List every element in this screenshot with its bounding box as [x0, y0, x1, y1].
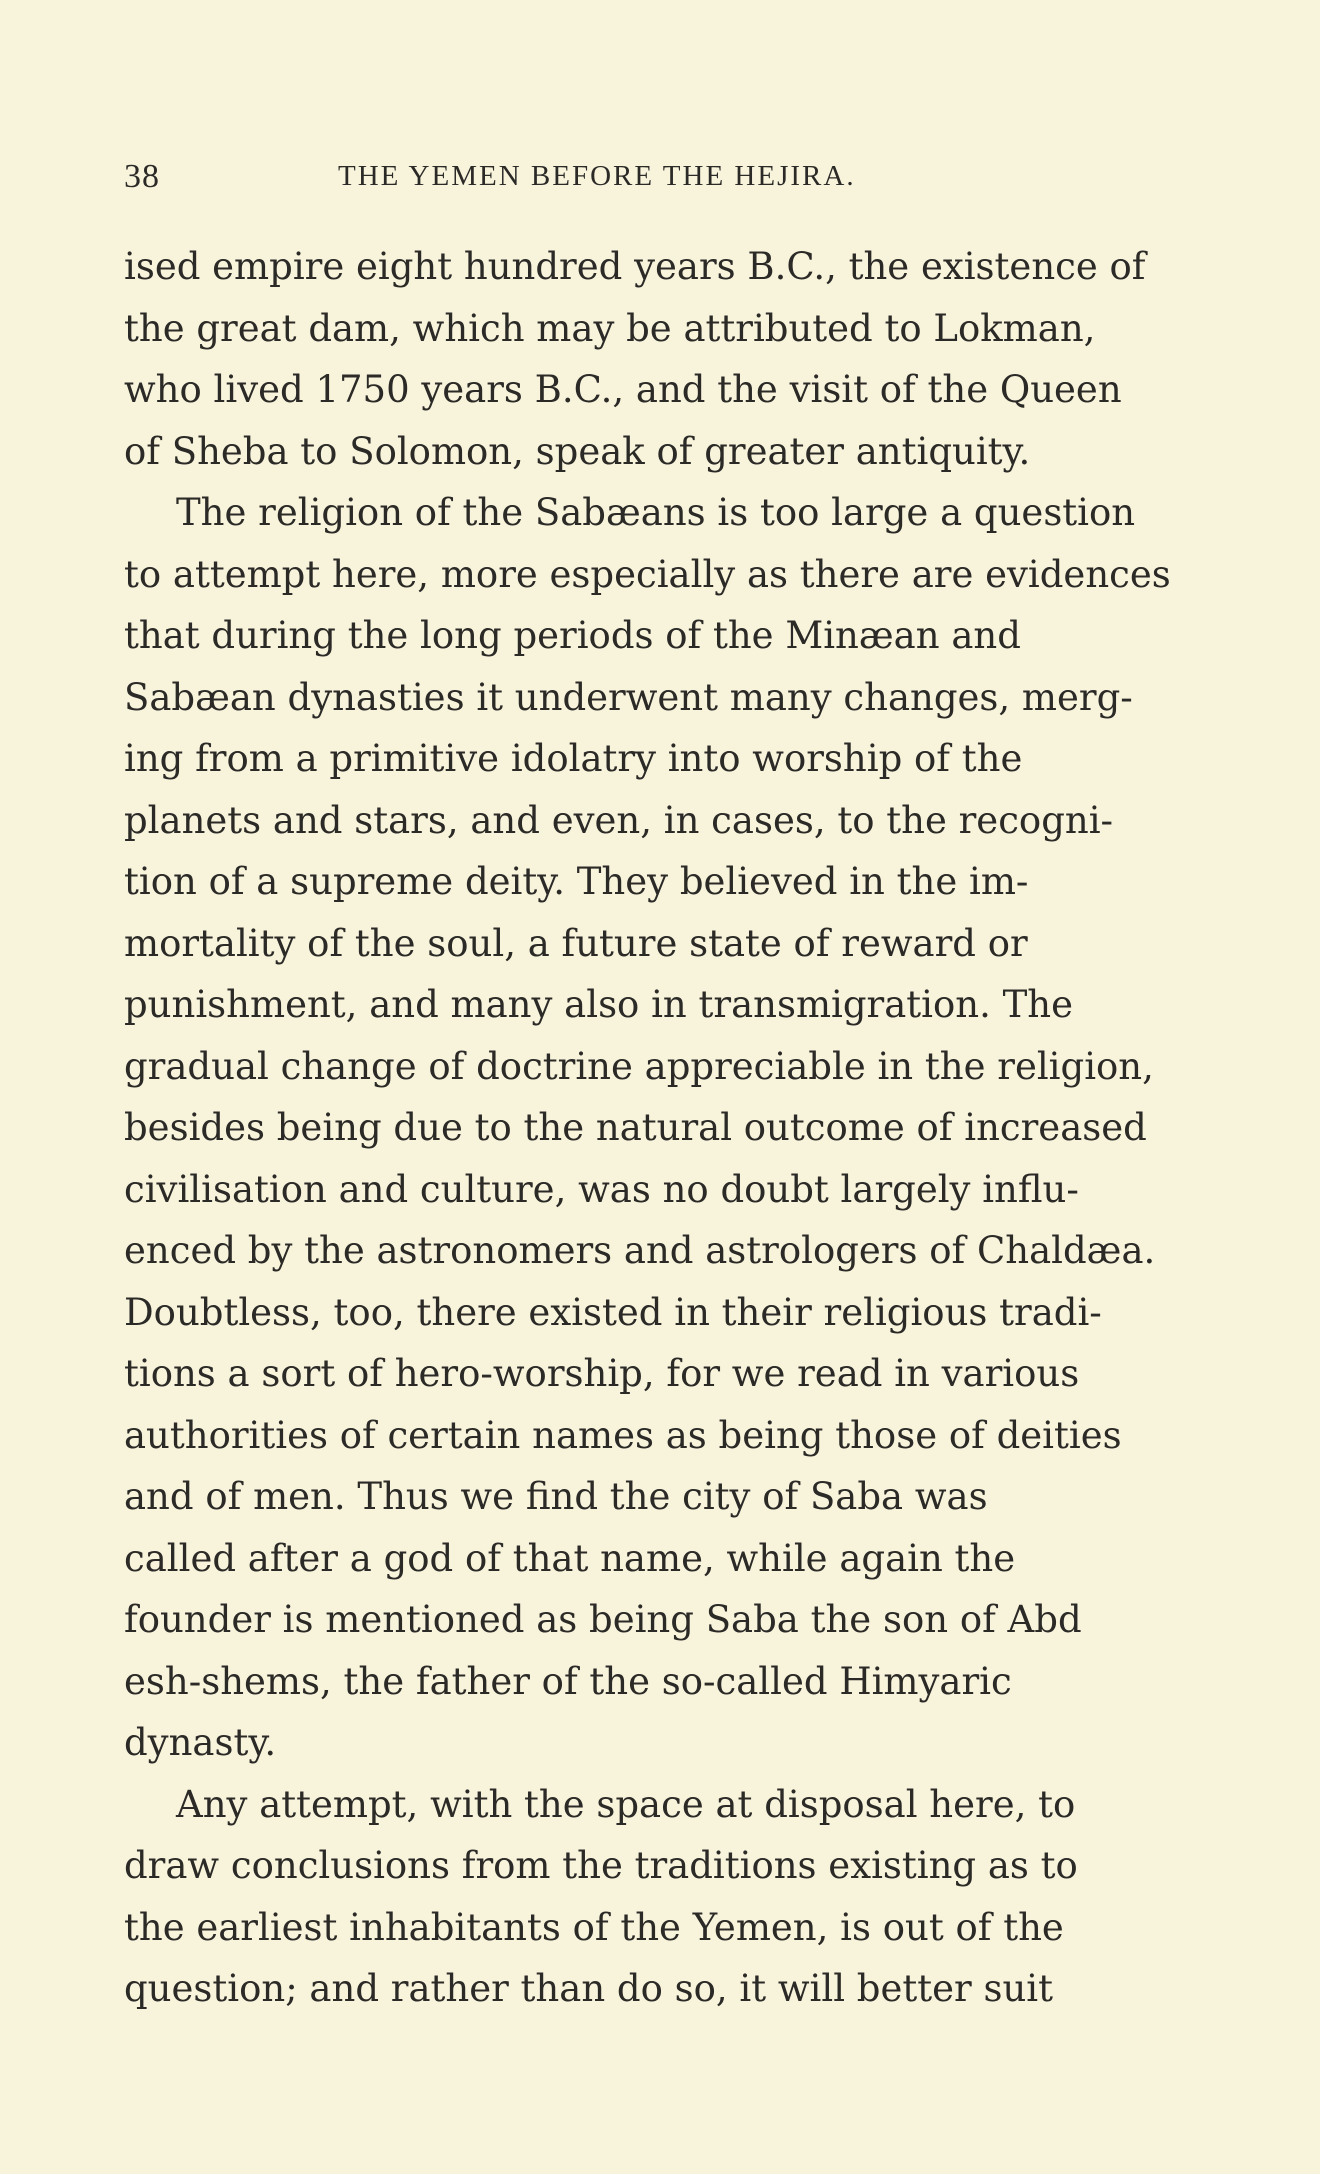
text-line: tions a sort of hero-worship, for we read in various — [124, 1352, 1080, 1395]
text-line: enced by the astronomers and astrologers of Chaldæa. — [124, 1229, 1156, 1272]
text-line: who lived 1750 years B.C., and the visit of the Queen — [124, 368, 1122, 411]
text-line: the earliest inhabitants of the Yemen, is out of the — [124, 1905, 1064, 1949]
text-line: and of men. Thus we find the city of Saba was — [124, 1475, 988, 1518]
text-line: Doubtless, too, there existed in their religious tradi- — [124, 1290, 1102, 1334]
text-line: that during the long periods of the Minæan and — [124, 614, 1021, 657]
running-title: THE YEMEN BEFORE THE HEJIRA. — [338, 160, 856, 192]
text-line: besides being due to the natural outcome of increased — [124, 1106, 1147, 1149]
text-line: to attempt here, more especially as there are evidences — [124, 552, 1171, 596]
text-line: called after a god of that name, while again the — [124, 1536, 1016, 1580]
text-line: dynasty. — [124, 1721, 277, 1764]
page-header — [124, 158, 1240, 202]
text-line: of Sheba to Solomon, speak of greater antiquity. — [124, 429, 1031, 473]
paragraph-start-line: The religion of the Sabæans is too large a question — [176, 491, 1136, 534]
body-text — [124, 236, 1244, 2020]
text-line: tion of a supreme deity. They believed in the im- — [124, 860, 1029, 903]
text-line: gradual change of doctrine appreciable in the religion, — [124, 1044, 1154, 1088]
text-line: draw conclusions from the traditions existing as to — [124, 1844, 1078, 1887]
text-line: the great dam, which may be attributed to Lokman, — [124, 306, 1096, 350]
text-line: Sabæan dynasties it underwent many changes, merg- — [124, 675, 1133, 719]
text-line: esh-shems, the father of the so-called Himyaric — [124, 1659, 1012, 1703]
text-line: ing from a primitive idolatry into worship of the — [124, 737, 1023, 780]
text-line: civilisation and culture, was no doubt largely influ- — [124, 1167, 1079, 1211]
text-line: mortality of the soul, a future state of reward or — [124, 921, 1028, 965]
page-number: 38 — [124, 158, 160, 195]
text-line: planets and stars, and even, in cases, to the recogni- — [124, 798, 1114, 842]
text-line: founder is mentioned as being Saba the son of Abd — [124, 1598, 1082, 1641]
text-line: ised empire eight hundred years B.C., the existence of — [124, 245, 1146, 288]
text-line: question; and rather than do so, it will better suit — [124, 1967, 1053, 2010]
paragraph-start-line: Any attempt, with the space at disposal here, to — [176, 1782, 1076, 1826]
text-line: authorities of certain names as being those of deities — [124, 1413, 1122, 1457]
text-line: punishment, and many also in transmigration. The — [124, 983, 1074, 1026]
